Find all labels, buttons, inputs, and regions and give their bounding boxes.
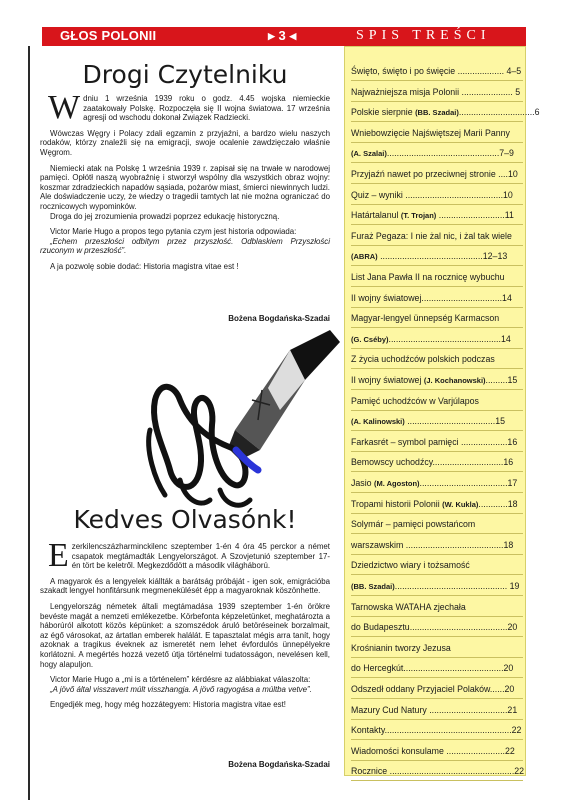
toc-item [351,205,523,225]
toc-item-text: Przyjaźń nawet po przeciwnej stronie ....10 [351,169,518,179]
hungarian-paragraph-3: Lengyelország németek általi megtámadása 1939 szeptember 1-én örökre bevéste magát a nemzeti emlékezetbe. Körbefonta képzeletünket, meghatározta a háborúról alkotott közös képünket: a szomszédok áruló betöréseinek borzalmait, az égő városokat, az ártatlan emberek halálát. E tapasztalat mégis arra tanít, hogy azoknak a tragikus éveknek az ismeretét nem lehet évfordulós ünnepélyekre korlátozni. A megértés hozzá vezető útja történelmi tudatosságon, nevelésen kell, hogy alapuljon. [40,601,330,669]
toc-item-text: Bemowscy uchodźcy.............................16 [351,457,514,468]
polish-paragraph-6: A ja pozwolę sobie dodać: Historia magistra vitae est ! [50,261,239,271]
toc-item-author: (ABRA) [351,252,378,262]
page-number [268,28,296,43]
toc-item [351,370,523,390]
toc-item [351,143,523,163]
polish-signature: Bożena Bogdańska-Szadai [228,314,330,323]
toc-item [351,452,523,472]
toc-item [351,597,523,617]
toc-item [351,288,523,308]
toc-item [351,617,523,637]
toc-item-text: Farkasrét – symbol pamięci ...................16 [351,436,518,447]
toc-item [351,741,523,761]
hungarian-paragraph-1: Ezerkilencszázharminckilenc szeptember 1-én 4 óra 45 perckor a német csapatok megtámadták Lengyelországot. A Szovjetunió szeptember 17-én tört be keletről. Megkezdődött a második világháború. [48,537,330,574]
toc-item-text: Tropami historii Polonii [351,498,443,509]
toc-item [351,700,523,720]
polish-paragraph-1: Wdniu 1 września 1939 roku o godz. 4.45 wojska niemieckie zaatakowały Polskę. Rozpoczęła się II wojna światowa. 17 września agresji od wschodu dokonał Związek Radziecki. [48,89,330,126]
toc-item-text: Z życia uchodźców polskich podczas [351,354,495,365]
toc-item [351,267,523,287]
hungarian-title: Kedves Olvasónk! [73,505,297,534]
toc-item [351,638,523,658]
toc-item-text: Pamięć uchodźców w Varjúlapos [351,395,479,406]
toc-item [351,555,523,575]
toc-item-author: (A. Kalinowski) [351,417,405,427]
polish-title: Drogi Czytelniku [82,60,288,89]
toc-item-author: (T. Trojan) [400,211,437,221]
toc-item-author: (W. Kukla) [442,499,479,509]
toc-item-text: Kontakty....................................................22 [351,725,522,736]
toc-item-page: .........15 [485,375,518,385]
toc-item [351,61,523,81]
toc-item-text: List Jana Pawła II na rocznicę wybuchu [351,272,505,282]
triangle-left-icon: ◀ [289,31,297,41]
toc-item-page: ....................................17 [419,478,518,488]
toc-item-text: Rocznice ...................................................22 [351,766,525,777]
polish-drop-cap: W [48,89,81,126]
toc-item [351,514,523,534]
toc-item-text: warszawskim ........................................18 [351,539,514,550]
toc-item [351,494,523,514]
toc-item [351,535,523,555]
toc-item [351,761,523,781]
toc-item-page: ...............................6 [458,107,540,118]
hungarian-signature: Bożena Bogdańska-Szadai [228,760,330,769]
hungarian-quote: „A jövő által visszavert múlt visszhangja. A jövő ragyogása a múltba vetve”. [50,684,312,694]
toc-item-text: Jasio [351,478,374,488]
toc-item [351,246,523,266]
toc-item [351,164,523,184]
toc-item-author: (M. Agoston) [373,479,420,488]
toc-item-author: (A. Szalai) [351,149,387,159]
page-number-value: 3 [278,28,286,43]
toc-item [351,102,540,122]
toc-item-author: (J. Kochanowski) [423,376,486,385]
toc-item [351,329,523,349]
toc-item-text: do Budapesztu........................................20 [351,622,518,633]
toc-item [351,349,523,369]
toc-item-text: Határtalanul [351,210,401,221]
hungarian-paragraph-4: Victor Marie Hugo a „mi is a történelem” kérdésre az alábbiakat válaszolta: [50,675,311,685]
toc-item [351,391,523,411]
polish-quote: „Echem przeszłości odbitym przez przyszłość. Odblaskiem Przyszłości rzuconym w przeszłość”. [40,236,330,256]
hungarian-paragraph-5: Engedjék meg, hogy még hozzátegyem: Historia magistra vitae est! [50,700,286,710]
toc-item-text: Krośnianin tworzy Jezusa [351,642,451,653]
toc-item-text: Furaż Pegaza: I nie żal nic, i żal tak wiele [351,230,512,241]
toc-item [351,679,523,699]
toc-item-text: Wiadomości konsulame ........................22 [351,745,515,756]
magazine-name: GŁOS POLONII [60,28,157,43]
toc-item-page: ....................................15 [404,416,505,427]
toc-item-text: II wojny światowej [351,375,424,385]
toc-item [351,82,523,102]
polish-paragraph-2: Wówczas Węgry i Polacy zdali egzamin z przyjaźni, a bardzo wielu naszych rodaków, którzy znaleźli się na emigracji, swoje ocalenie zawdzięczało właśnie Węgrom. [40,128,330,157]
toc-item-text: Dziedzictwo wiary i tożsamość [351,560,470,571]
toc-item-text: II wojny światowej.................................14 [351,292,512,303]
toc-item-page: ..............................................7–9 [386,148,514,159]
fountain-pen-icon [140,330,340,515]
toc-item-text: Święto, święto i po święcie ................... 4–5 [351,66,522,76]
toc-item [351,658,523,678]
toc-header-bar [344,27,526,46]
toc-item-author: (BB. Szadai) [351,582,395,591]
toc-item-page: ...........................11 [436,210,514,221]
toc-item [351,720,523,740]
polish-paragraph-5: Victor Marie Hugo a propos tego pytania czym jest historia odpowiada: [50,227,297,237]
hungarian-drop-cap: E [48,537,69,574]
toc-item [351,432,523,452]
toc-item-text: Wniebowzięcie Najświętszej Marii Panny [351,127,510,138]
polish-paragraph-4: Droga do jej zrozumienia prowadzi poprzez edukację historyczną. [50,211,280,221]
ink-scribble [154,387,245,487]
toc-item-page: ............18 [478,498,518,509]
toc-item-page: ..............................................14 [388,333,511,344]
hungarian-body [40,537,330,710]
toc-item-text: Najważniejsza misja Polonii ..................... 5 [351,86,521,97]
toc-item-text: Tarnowska WATAHA zjechała [351,601,466,612]
toc-item [351,123,523,143]
toc-item-text: Polskie sierpnie [351,107,416,118]
toc-item-text: Odszedł oddany Przyjaciel Polaków......20 [351,684,515,694]
table-of-contents [344,46,540,777]
toc-item [351,576,523,596]
toc-item-text: Magyar-lengyel ünnepség Karmacson [351,313,500,324]
polish-paragraph-3: Niemiecki atak na Polskę 1 września 1939 r. zapisał się na trwałe w narodowej pamięci. Opłótł naszą wyobraźnię i stworzył wspólny dla wszystkich obraz wojny: koszmar zdradzieckich napadów sąsiada, pożarów miast, śmierci niewinnych ludzi. Ale doświadczenie uczy, że wiedzy o tragedii tamtych lat nie można ograniczać do rocznicowych wypominków. [40,163,330,211]
toc-item-page: .............................................. 19 [394,581,520,591]
toc-item-text: Mazury Cud Natury ................................21 [351,704,518,715]
toc-item-page: ..........................................12–13 [377,251,508,262]
toc-title: SPIS TREŚCI [356,28,491,43]
polish-body [40,89,330,272]
toc-item-text: Solymár – pamięci powstańcom [351,519,476,530]
toc-item-text: do Hercegkút.........................................20 [351,663,514,674]
toc-item-author: (BB. Szadai) [415,108,459,118]
toc-item [351,226,523,246]
toc-item [351,411,523,431]
toc-item-text: Quiz – wyniki ........................................10 [351,189,513,200]
toc-item-author: (G. Cséby) [351,334,389,344]
hungarian-paragraph-2: A magyarok és a lengyelek kiállták a barátság próbáját - igen sok, emigrációba szakadt lengyel honfitársunk megmenekülését épp a magyaroknak köszönhette. [40,576,330,596]
toc-item [351,308,523,328]
triangle-right-icon: ▶ [268,31,275,41]
toc-item [351,473,523,493]
left-divider [28,46,30,800]
header-bar [42,27,357,46]
pen-body [228,330,340,460]
toc-item [351,185,523,205]
